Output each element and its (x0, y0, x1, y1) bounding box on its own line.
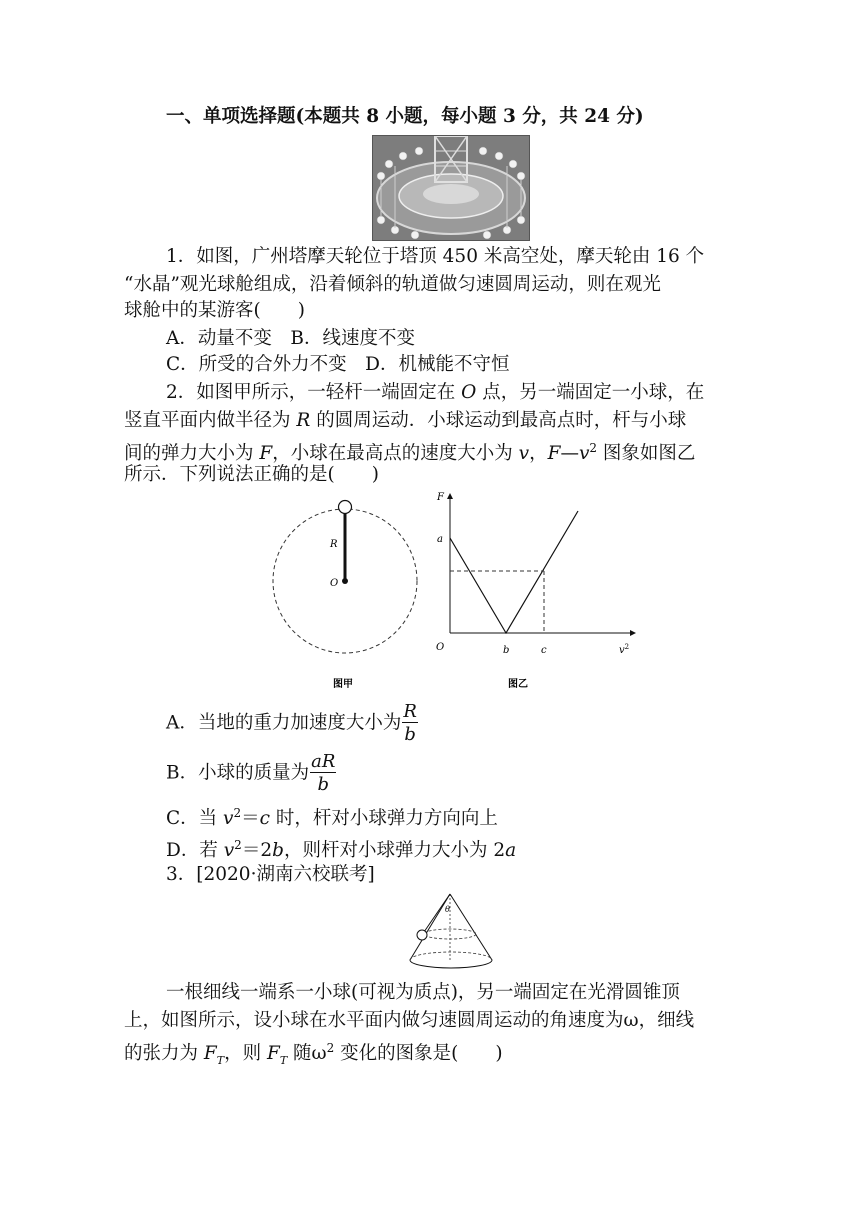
axis-label-F: F (437, 492, 444, 503)
v2-axis-arrow (630, 630, 636, 636)
pivot-point (342, 578, 348, 584)
caption-jia: 图甲 (333, 679, 353, 690)
tick-label-b: b (503, 645, 510, 656)
q3-stem-line-3: 的张力为 $F_T$，则 $F_T$ 随$\omega^2$ 变化的图象是( ) (124, 1041, 503, 1067)
axis-label-v2: $v^2$ (619, 643, 630, 656)
q1-stem-line-2: “水晶”观光球舱组成，沿着倾斜的轨道做匀速圆周运动，则在观光 (124, 274, 661, 295)
f-axis-arrow (447, 493, 453, 499)
f-v2-graph-line (450, 511, 578, 633)
cone-left-edge (410, 894, 450, 960)
q3-stem-line-2: 上，如图所示，设小球在水平面内做匀速圆周运动的角速度为ω，细线 (124, 1010, 695, 1031)
tick-label-a: a (437, 534, 443, 545)
label-R: R (330, 539, 338, 550)
q2-option-c: C．当 $v^2=c$ 时，杆对小球弹力方向向上 (166, 806, 498, 830)
caption-yi: 图乙 (508, 679, 528, 690)
q1-stem-line-3: 球舱中的某游客( ) (124, 300, 305, 321)
ball (417, 930, 427, 940)
canton-tower-ferris-wheel-image (372, 135, 530, 241)
label-O: O (330, 578, 339, 589)
section-title: 一、单项选择题(本题共 8 小题，每小题 3 分，共 24 分) (166, 106, 644, 127)
tick-label-c: c (541, 645, 547, 656)
q2-stem-line-2: 竖直平面内做半径为 R 的圆周运动．小球运动到最高点时，杆与小球 (124, 410, 687, 431)
q2-stem-line-4: 所示．下列说法正确的是( ) (124, 464, 379, 485)
q2-stem-line-1: 2．如图甲所示，一轻杆一端固定在 O 点，另一端固定一小球，在 (166, 382, 705, 403)
origin-label-O: O (436, 642, 445, 653)
q2-option-a: A．当地的重力加速度大小为 $\frac{R}{b}$ (166, 701, 417, 745)
q1-options-cd: C．所受的合外力不变 D．机械能不守恒 (166, 354, 510, 375)
fraction-R-over-b: $\frac{R}{b}$ (403, 701, 417, 745)
cone-base-back (410, 952, 492, 960)
q2-option-b: B．小球的质量为 $\frac{aR}{b}$ (166, 751, 336, 795)
q1-options-ab: A．动量不变 B．线速度不变 (166, 328, 415, 349)
q2-stem-line-3: 间的弹力大小为 F，小球在最高点的速度大小为 v，$F—v^2$ 图象如图乙 (124, 441, 696, 465)
ball (339, 501, 352, 514)
angle-label-theta: θ (445, 905, 450, 914)
q3-header: 3．[2020·湖南六校联考] (166, 864, 375, 885)
q1-stem-line-1: 1．如图，广州塔摩天轮位于塔顶 450 米高空处，摩天轮由 16 个 (166, 246, 705, 267)
cone-figure (404, 890, 500, 974)
q3-stem-line-1: 一根细线一端系一小球(可视为质点)，另一端固定在光滑圆锥顶 (166, 982, 680, 1003)
q2-option-d: D．若 $v^2=2b$，则杆对小球弹力大小为 2a (166, 838, 517, 862)
cone-right-edge (450, 894, 492, 960)
cone-base-front (410, 960, 492, 968)
fraction-aR-over-b: $\frac{aR}{b}$ (311, 751, 336, 795)
figure-jia (270, 495, 420, 695)
figure-yi (428, 487, 638, 695)
